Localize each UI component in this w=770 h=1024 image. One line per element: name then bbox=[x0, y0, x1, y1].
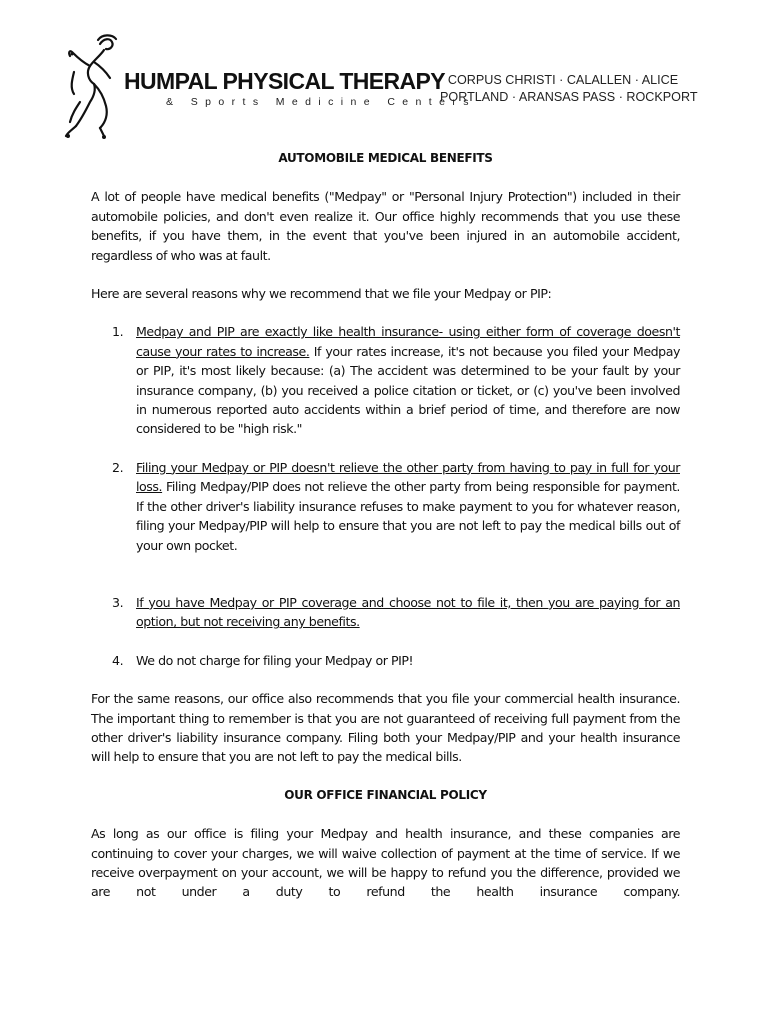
policy-paragraph: As long as our office is filing your Medpay and health insurance, and these companies are continuing to cover your charges, we will waive collection of payment at the time of service. If we receive overpayment on your account, we will be happy to refund you the difference, provided we are not under a duty to refund the health insurance company. bbox=[91, 826, 680, 900]
document-title: AUTOMOBILE MEDICAL BENEFITS bbox=[278, 151, 493, 165]
brand-title: HUMPAL PHYSICAL THERAPY bbox=[124, 68, 446, 94]
list-item bbox=[91, 458, 680, 555]
list-item-number: 3. bbox=[112, 594, 124, 610]
intro-paragraph: A lot of people have medical benefits ("Medpay" or "Personal Injury Protection") included in their automobile policies, and don't even realize it. Our office highly recommends that you use these benefits, if you have them, in the event that you've been injured in an automobile accident, regardless of who was at fault. bbox=[91, 189, 680, 263]
reasons-list bbox=[91, 322, 680, 670]
list-item-text: Filing Medpay/PIP does not relieve the other party from being responsible for payment. If the other driver's liability insurance refuses to make payment to you for whatever reason, filing your Medpay/PIP will help to ensure that you are not left to pay the medical bills out of your own pocket. bbox=[136, 479, 680, 553]
list-item-number: 4. bbox=[112, 652, 124, 668]
reasons-intro: Here are several reasons why we recommend that we file your Medpay or PIP: bbox=[91, 286, 552, 302]
locations bbox=[440, 72, 698, 106]
runner-logo-icon bbox=[60, 32, 122, 144]
document-body bbox=[91, 149, 680, 902]
list-item bbox=[91, 593, 680, 632]
list-item-number: 2. bbox=[112, 459, 124, 475]
locations-line-1: CORPUS CHRISTI · CALALLEN · ALICE bbox=[447, 73, 679, 87]
letterhead bbox=[0, 0, 770, 150]
brand-subtitle: & Sports Medicine Centers bbox=[166, 96, 476, 108]
commercial-paragraph: For the same reasons, our office also recommends that you file your commercial health insurance. The important thing to remember is that you are not guaranteed of receiving full payment from the other driver's liability insurance company. Filing both your Medpay/PIP and your health insurance will help to ensure that you are not left to pay the medical bills. bbox=[91, 691, 680, 765]
list-item-number: 1. bbox=[112, 324, 124, 340]
list-item bbox=[91, 322, 680, 438]
list-item-text: If your rates increase, it's not because you filed your Medpay or PIP, it's most likely because: (a) The accident was determined to be your fault by your insurance company, (b) you received a police citation or ticket, or (c) you've been involved in numerous reported auto accidents within a brief period of time, and therefore are now considered to be "high risk." bbox=[136, 343, 680, 437]
list-item-emphasis: If you have Medpay or PIP coverage and choose not to file it, then you are paying for an option, but not receiving any benefits. bbox=[136, 594, 680, 630]
policy-title: OUR OFFICE FINANCIAL POLICY bbox=[284, 787, 487, 802]
locations-line-2: PORTLAND · ARANSAS PASS · ROCKPORT bbox=[440, 90, 698, 104]
list-item-emphasis: Filing your Medpay or PIP doesn't relieve the other party from having to pay in full for your loss. bbox=[136, 459, 680, 495]
list-item-text: We do not charge for filing your Medpay or PIP! bbox=[136, 652, 414, 668]
list-item bbox=[91, 651, 680, 670]
list-item-emphasis: Medpay and PIP are exactly like health insurance- using either form of coverage doesn't cause your rates to increase. bbox=[136, 324, 680, 359]
